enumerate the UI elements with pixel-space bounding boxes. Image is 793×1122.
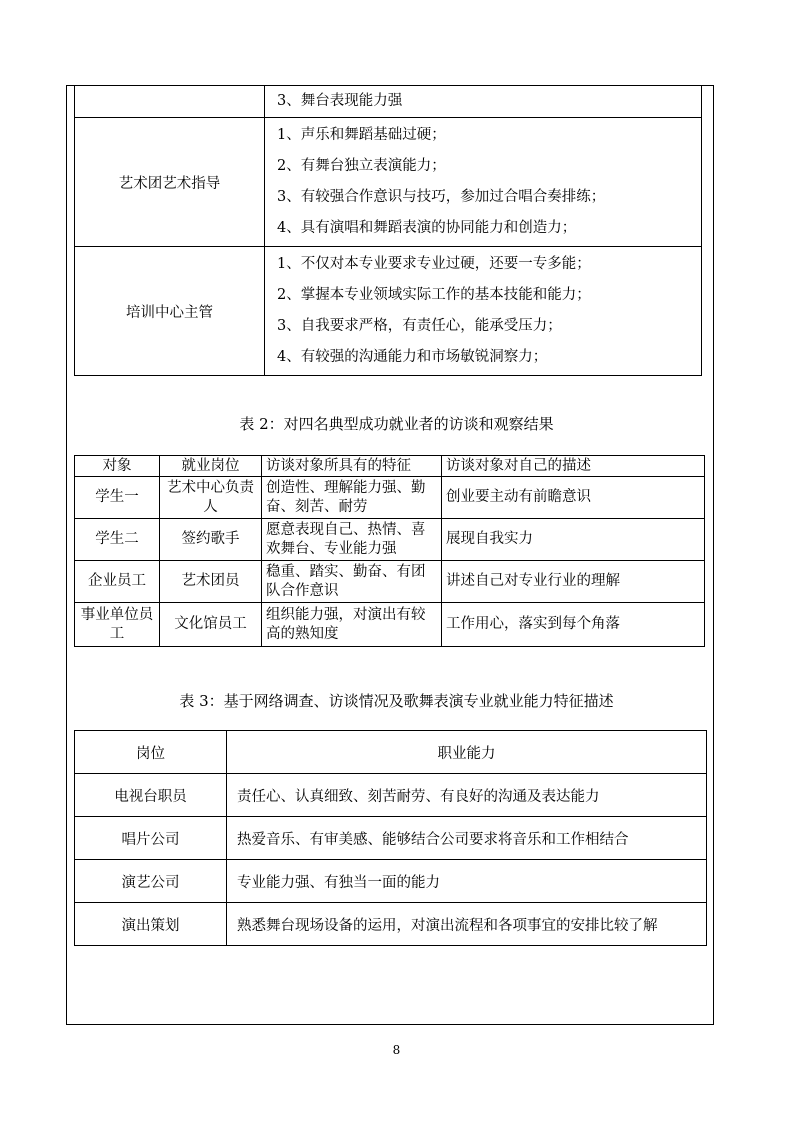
column-header: 访谈对象所具有的特征 [262, 456, 442, 477]
table-cell: 创造性、理解能力强、勤奋、刻苦、耐劳 [262, 477, 442, 519]
requirement-line: 3、有较强合作意识与技巧，参加过合唱合奏排练； [277, 189, 606, 205]
table3-caption: 表 3：基于网络调查、访谈情况及歌舞表演专业就业能力特征描述 [179, 692, 614, 710]
column-header: 就业岗位 [160, 456, 262, 477]
table-cell: 唱片公司 [75, 817, 227, 860]
column-header: 岗位 [75, 731, 227, 774]
table-row [75, 903, 707, 946]
column-header: 访谈对象对自己的描述 [442, 456, 705, 477]
table-cell: 工作用心，落实到每个角落 [442, 603, 705, 647]
table-cell: 组织能力强，对演出有较高的熟知度 [262, 603, 442, 647]
table-cell: 电视台职员 [75, 774, 227, 817]
table-cell: 愿意表现自己、热情、喜欢舞台、专业能力强 [262, 519, 442, 561]
table-header-row [75, 456, 705, 477]
table-cell: 学生二 [75, 519, 160, 561]
table-row [75, 603, 705, 647]
job-requirements-table [74, 85, 702, 376]
requirements-cell [265, 118, 702, 247]
table-cell: 熟悉舞台现场设备的运用，对演出流程和各项事宜的安排比较了解 [227, 903, 707, 946]
table-cell: 艺术中心负责人 [160, 477, 262, 519]
table-cell: 责任心、认真细致、刻苦耐劳、有良好的沟通及表达能力 [227, 774, 707, 817]
column-header: 对象 [75, 456, 160, 477]
table-cell: 学生一 [75, 477, 160, 519]
table-row [75, 774, 707, 817]
table-row [75, 519, 705, 561]
table-row [75, 247, 702, 376]
table-row [75, 118, 702, 247]
table-cell: 文化馆员工 [160, 603, 262, 647]
page-number: 8 [392, 1043, 401, 1057]
table-cell: 创业要主动有前瞻意识 [442, 477, 705, 519]
requirement-line: 3、舞台表现能力强 [277, 93, 403, 109]
job-ability-table [74, 730, 707, 946]
table-cell: 艺术团员 [160, 561, 262, 603]
role-cell: 艺术团艺术指导 [75, 118, 265, 247]
requirements-cell [265, 86, 702, 118]
role-cell [75, 86, 265, 118]
table-cell: 演出策划 [75, 903, 227, 946]
table-header-row [75, 731, 707, 774]
role-cell: 培训中心主管 [75, 247, 265, 376]
table-cell: 稳重、踏实、勤奋、有团队合作意识 [262, 561, 442, 603]
table-cell: 事业单位员工 [75, 603, 160, 647]
table-row [75, 477, 705, 519]
requirement-line: 4、有较强的沟通能力和市场敏锐洞察力； [277, 349, 548, 365]
requirement-line: 1、不仅对本专业要求专业过硬，还要一专多能； [277, 256, 591, 272]
table-cell: 讲述自己对专业行业的理解 [442, 561, 705, 603]
table2-caption: 表 2：对四名典型成功就业者的访谈和观察结果 [239, 415, 554, 433]
interview-results-table [74, 455, 705, 647]
table-row [75, 860, 707, 903]
requirements-cell [265, 247, 702, 376]
table-row [75, 86, 702, 118]
requirement-line: 3、自我要求严格，有责任心，能承受压力； [277, 318, 562, 334]
table-row [75, 561, 705, 603]
requirement-line: 4、具有演唱和舞蹈表演的协同能力和创造力； [277, 220, 577, 236]
table-cell: 专业能力强、有独当一面的能力 [227, 860, 707, 903]
requirement-line: 2、掌握本专业领域实际工作的基本技能和能力； [277, 287, 591, 303]
column-header: 职业能力 [227, 731, 707, 774]
table-cell: 签约歌手 [160, 519, 262, 561]
table-row [75, 817, 707, 860]
table-cell: 展现自我实力 [442, 519, 705, 561]
table-cell: 热爱音乐、有审美感、能够结合公司要求将音乐和工作相结合 [227, 817, 707, 860]
table-cell: 企业员工 [75, 561, 160, 603]
requirement-line: 1、声乐和舞蹈基础过硬； [277, 127, 446, 143]
table-cell: 演艺公司 [75, 860, 227, 903]
requirement-line: 2、有舞台独立表演能力； [277, 158, 446, 174]
